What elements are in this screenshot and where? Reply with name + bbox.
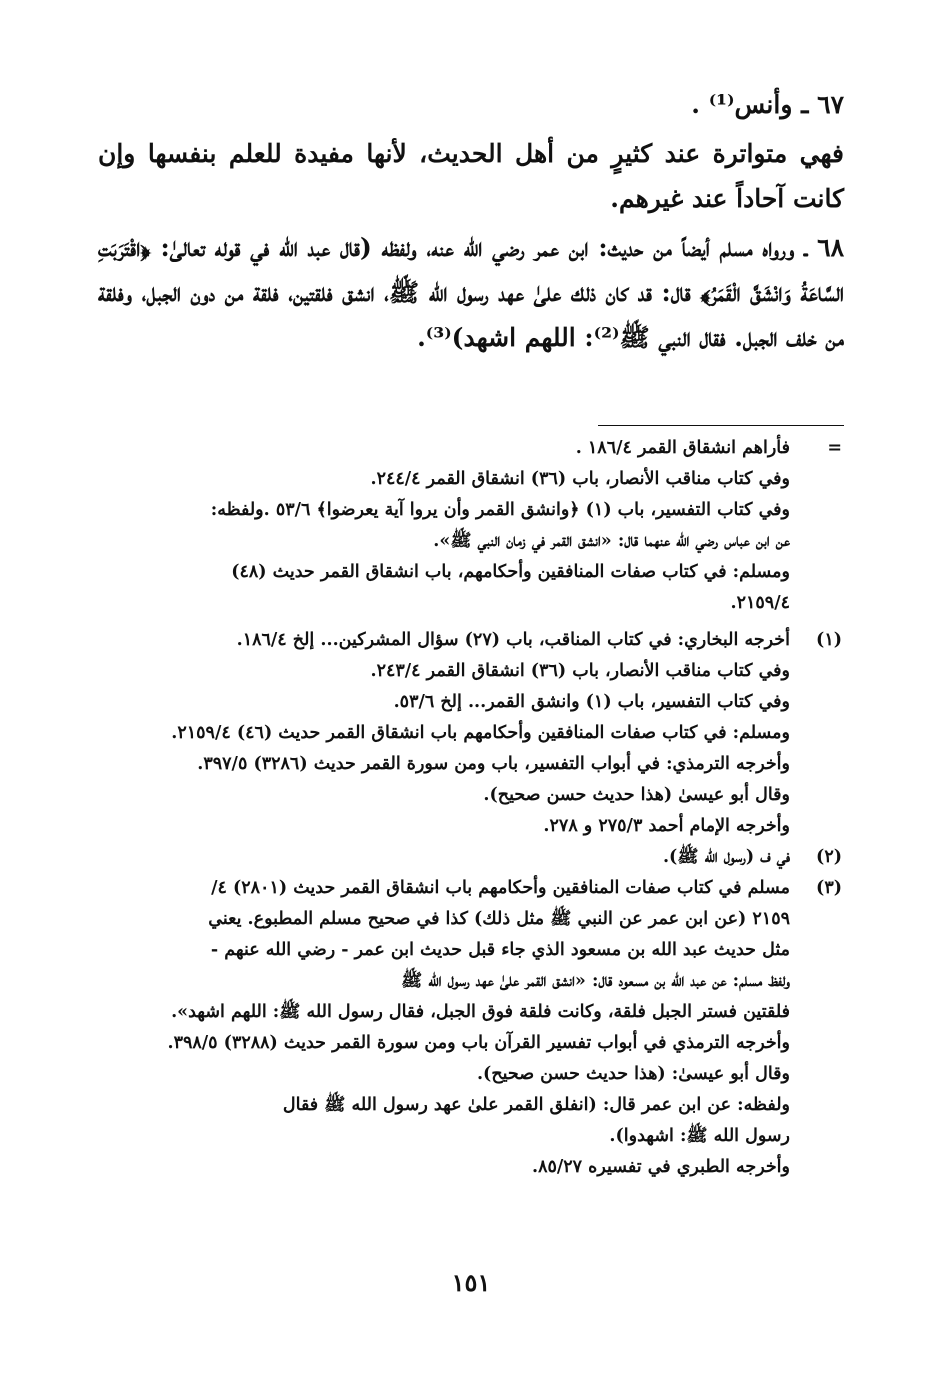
footnote-marker: (٣)	[816, 878, 842, 898]
footnote-line: وفي كتاب مناقب الأنصار، باب (٣٦) انشقاق القمر ٢٤٣/٤.	[370, 661, 790, 681]
footnote-3	[98, 873, 844, 1183]
footnotes	[98, 433, 844, 1183]
footnote-line: وفي كتاب التفسير، باب (١) وانشق القمر... إلخ ٥٣/٦.	[393, 692, 790, 712]
footnote-line: ٢١٥٩ (عن ابن عمر عن النبي ﷺ مثل ذلك) كذا في صحيح مسلم المطبوع. يعني	[208, 909, 790, 929]
footnote-line: وأخرجه الإمام أحمد ٢٧٥/٣ و ٢٧٨.	[543, 816, 790, 836]
footnote-line: مسلم في كتاب صفات المنافقين وأحكامهم باب انشقاق القمر حديث (٢٨٠١) ٤/	[211, 878, 790, 898]
footnote-line: مثل حديث عبد الله بن مسعود الذي جاء قبل حديث ابن عمر - رضي الله عنهم -	[210, 940, 790, 960]
page-number: ١٥١	[451, 1268, 491, 1297]
footnote-line: فلقتين فستر الجبل فلقة، وكانت فلقة فوق الجبل، فقال رسول الله ﷺ: اللهم اشهد».	[171, 1002, 790, 1022]
footnote-line: فأراهم انشقاق القمر ١٨٦/٤ .	[575, 438, 790, 458]
footnote-line: ولفظه: عن ابن عمر قال: (انفلق القمر علىٰ عهد رسول الله ﷺ فقال	[282, 1095, 790, 1115]
footnote-continuation	[98, 433, 844, 619]
footnote-1	[98, 625, 844, 842]
footnote-line: رسول الله ﷺ: اشهدوا).	[609, 1126, 790, 1146]
footnote-marker: (٢)	[816, 847, 842, 867]
footnote-line: وقال أبو عيسىٰ (هذا حديث حسن صحيح).	[483, 785, 790, 805]
footnote-line: ولفظ مسلم: عن عبد الله بن مسعود قال: «انشق القمر علىٰ عهد رسول الله ﷺ	[401, 971, 790, 991]
paragraph-mutawatir: فهي متواترة عند كثيرٍ من أهل الحديث، لأنها مفيدة للعلم بنفسها وإن كانت آحاداً عند غيرهم.	[98, 139, 844, 213]
footnote-2	[98, 842, 844, 873]
footnote-line: ٢١٥٩/٤.	[730, 593, 790, 613]
footnote-line: وفي كتاب مناقب الأنصار، باب (٣٦) انشقاق القمر ٢٤٤/٤.	[370, 469, 790, 489]
footnote-line: وفي كتاب التفسير، باب (١) ﴿وانشق القمر وأن يروا آية يعرضوا﴾ ٥٣/٦ .ولفظه:	[210, 500, 790, 520]
footnote-line: عن ابن عباس رضي الله عنهما قال: «انشق القمر في زمان النبي ﷺ».	[433, 531, 790, 551]
footnote-line: في ف (رسول الله ﷺ).	[662, 847, 790, 867]
footnote-line: ومسلم: في كتاب صفات المنافقين وأحكامهم باب انشقاق القمر حديث (٤٦) ٢١٥٩/٤.	[171, 723, 790, 743]
main-text	[98, 82, 844, 360]
footnote-marker: =	[827, 438, 842, 458]
footnote-separator	[598, 425, 844, 426]
paragraph-68: ٦٨ ـ ورواه مسلم أيضاً من حديث: ابن عمر رضي الله عنه، ولفظه (قال عبد الله في قوله تعالىٰ: ﴿اقْتَرَبَتِ السَّاعَةُ وَانْشَقَّ الْقَمَرُ﴾ قال: قد كان ذلك علىٰ عهد رسول الله ﷺ، انشق فلقتين، فلقة من دون الجبل، وفلقة من خلف الجبل. فقال النبي ﷺ⁽²⁾: اللهم اشهد)⁽³⁾.	[98, 233, 844, 352]
footnote-line: وأخرجه الترمذي في أبواب تفسير القرآن باب ومن سورة القمر حديث (٣٢٨٨) ٣٩٨/٥.	[167, 1033, 790, 1053]
footnote-line: وأخرجه الترمذي: في أبواب التفسير، باب ومن سورة القمر حديث (٣٢٨٦) ٣٩٧/٥.	[197, 754, 790, 774]
footnote-line: أخرجه البخاري: في كتاب المناقب، باب (٢٧) سؤال المشركين... إلخ ١٨٦/٤.	[236, 630, 790, 650]
footnote-marker: (١)	[816, 630, 842, 650]
paragraph-67: ٦٧ ـ وأنس⁽¹⁾ .	[691, 90, 844, 119]
footnote-line: وقال أبو عيسىٰ: (هذا حديث حسن صحيح).	[476, 1064, 790, 1084]
footnote-line: وأخرجه الطبري في تفسيره ٨٥/٢٧.	[531, 1157, 790, 1177]
footnote-line: ومسلم: في كتاب صفات المنافقين وأحكامهم، باب انشقاق القمر حديث (٤٨)	[231, 562, 790, 582]
